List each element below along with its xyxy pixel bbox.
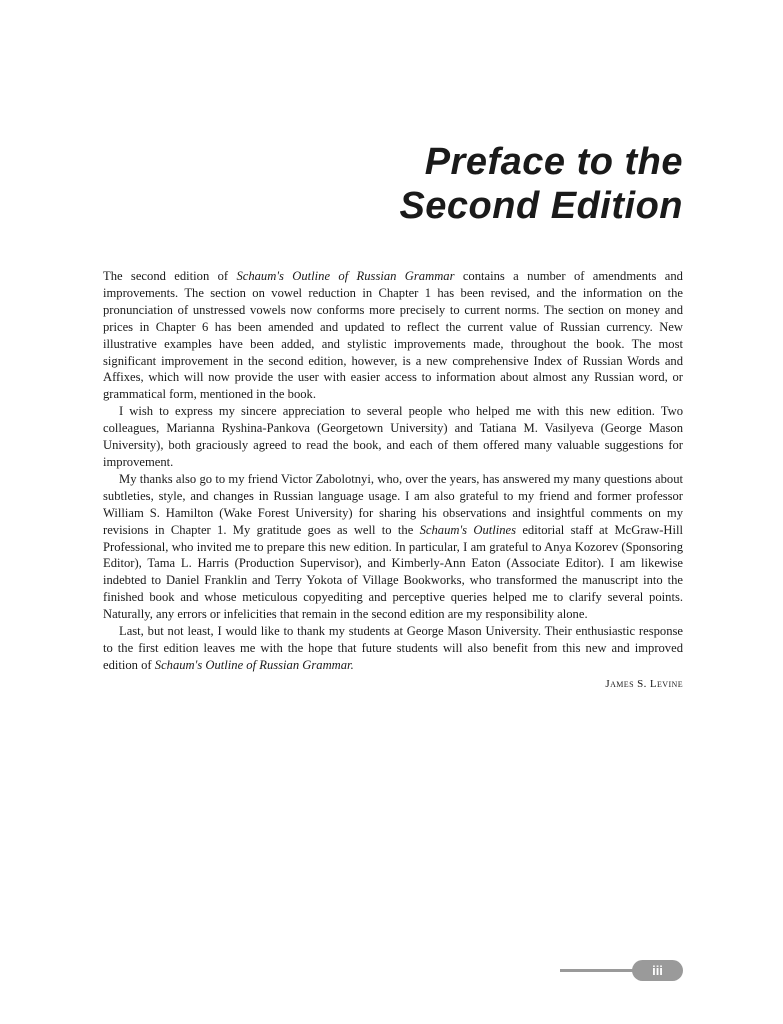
paragraph-3-text-a: My thanks also go to my friend Victor Zabolotnyi, who, over the years, has answered my many questions about subtleties, style, and changes in Russian language usage. I am also grateful to my friend and former professor William S. Hamilton (Wake Forest University) for sharing his observations and insightful comments on my revisions in Chapter 1. My gratitude goes as well to the — [103, 471, 683, 537]
page-title — [399, 140, 683, 228]
paragraph-3-series-title: Schaum's Outlines — [419, 522, 517, 537]
paragraph-4-text-a: Last, but not least, I would like to thank my students at George Mason University. Their enthusiastic response to the first edition leaves me with the hope that future students will also benefit from this new and improved edition of — [103, 624, 683, 672]
folio-rule — [560, 969, 640, 972]
paragraph-1-book-title: Schaum's Outline of Russian Grammar — [236, 269, 455, 283]
author-signature: James S. Levine — [605, 677, 683, 690]
paragraph-3-text-b: editorial staff at McGraw-Hill Professional, who invited me to prepare this new edition. In particular, I am grateful to Anya Kozorev (Sponsoring Editor), Tama L. Harris (Production Supervisor), and Kimberly-Ann Eaton (Associate Editor). I am likewise indebted to Daniel Franklin and Terry Yokota of Village Bookworks, who transformed the manuscript into the finished book and whose meticulous copyediting and perceptive queries helped me to clarify several points. Naturally, any errors or infelicities that remain in the second edition are my responsibility alone. — [103, 522, 683, 622]
page-title-line-2: Second Edition — [399, 185, 683, 227]
preface-body — [103, 268, 683, 693]
paragraph-4-book-title: Schaum's Outline of Russian Grammar. — [154, 657, 354, 672]
paragraph-3 — [103, 471, 683, 623]
paragraph-1-text-a: The second edition of — [103, 269, 237, 283]
page-number: iii — [632, 960, 683, 981]
paragraph-2: I wish to express my sincere appreciation to several people who helped me with this new edition. Two colleagues, Marianna Ryshina-Pankova (Georgetown University) and Tatiana M. Vasilyeva (George Mason University), both graciously agreed to read the book, and each of them offered many valuable suggestions for improvement. — [103, 404, 683, 469]
paragraph-4 — [103, 623, 683, 674]
page-title-line-1: Preface to the — [424, 141, 683, 183]
page-folio — [560, 960, 683, 982]
paragraph-1-text-b: contains a number of amendments and improvements. The section on vowel reduction in Chapter 1 has been revised, and the information on the pronunciation of unstressed vowels now conforms more precisely to current norms. The section on money and prices in Chapter 6 has been amended and updated to reflect the current value of Russian currency. New illustrative examples have been added, and stylistic improvements made, throughout the book. The most significant improvement in the second edition, however, is a new comprehensive Index of Russian Words and Affixes, which will now provide the user with easier access to information about almost any Russian word, or grammatical form, mentioned in the book. — [103, 269, 683, 402]
paragraph-1 — [103, 268, 683, 403]
